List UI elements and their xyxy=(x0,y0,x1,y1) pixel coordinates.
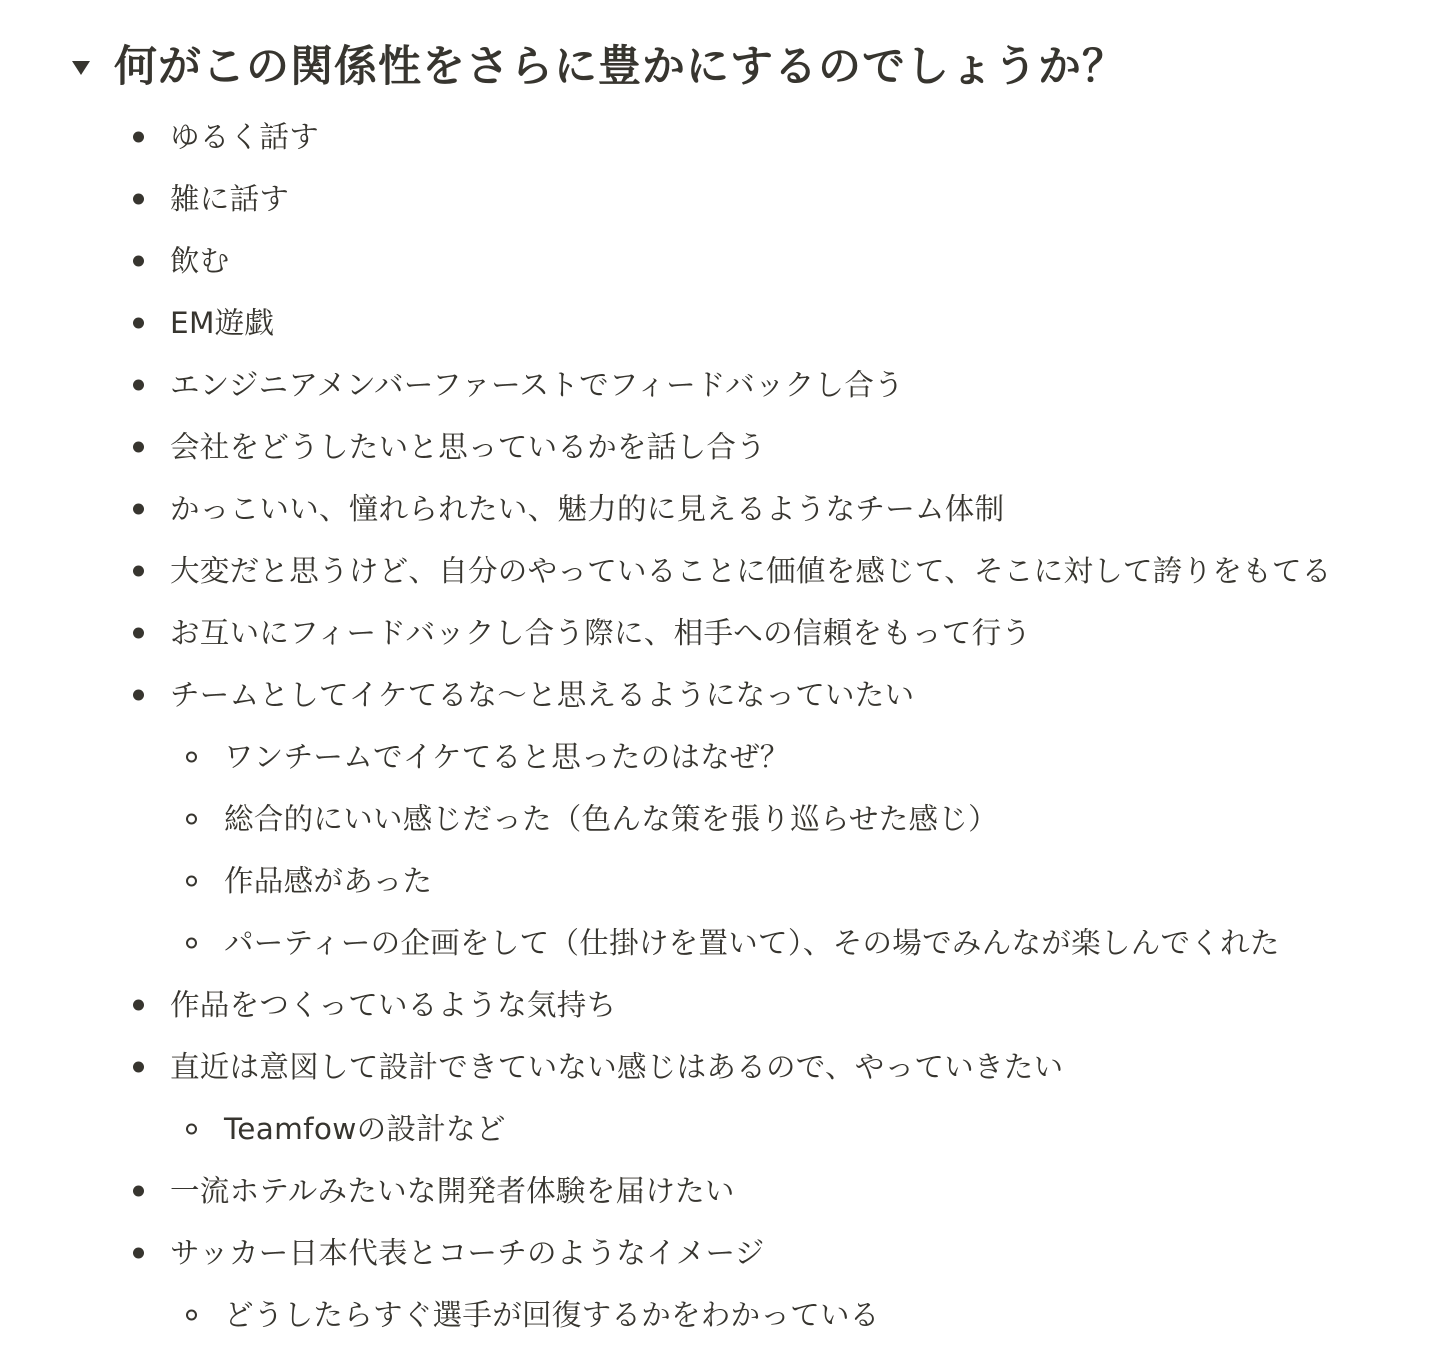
list-item-text[interactable]: EM遊戯 xyxy=(170,306,275,340)
hollow-bullet-icon xyxy=(186,1124,197,1135)
list-item xyxy=(0,1222,1440,1284)
hollow-bullet-icon xyxy=(186,1310,197,1321)
sub-list-item xyxy=(0,912,1440,974)
list-item-text[interactable]: 会社をどうしたいと思っているかを話し合う xyxy=(170,430,766,464)
bullet-icon xyxy=(133,628,144,639)
list-item-text[interactable]: パーティーの企画をして（仕掛けを置いて）、その場でみんなが楽しんでくれた xyxy=(224,926,1280,960)
bullet-icon xyxy=(133,1186,144,1197)
bullet-icon xyxy=(133,1248,144,1259)
bullet-icon xyxy=(133,566,144,577)
list-item-text[interactable]: お互いにフィードバックし合う際に、相手への信頼をもって行う xyxy=(170,616,1032,650)
list-item-text[interactable]: Teamfowの設計など xyxy=(224,1112,506,1146)
list-item xyxy=(0,416,1440,478)
list-item xyxy=(0,1036,1440,1098)
list-item xyxy=(0,230,1440,292)
list-item-text[interactable]: 直近は意図して設計できていない感じはあるので、やっていきたい xyxy=(170,1050,1064,1084)
list-item-text[interactable]: ワンチームでイケてると思ったのはなぜ？ xyxy=(224,740,790,774)
list-item xyxy=(0,354,1440,416)
sub-list-item xyxy=(0,1284,1440,1346)
list-item xyxy=(0,664,1440,726)
list-item-text[interactable]: かっこいい、憧れられたい、魅力的に見えるようなチーム体制 xyxy=(170,492,1005,526)
list-item-text[interactable]: 作品をつくっているような気持ち xyxy=(170,988,617,1022)
list-item xyxy=(0,106,1440,168)
list-item-text[interactable]: 作品感があった xyxy=(224,864,433,898)
list-item xyxy=(0,540,1440,602)
list-item-text[interactable]: 大変だと思うけど、自分のやっていることに価値を感じて、そこに対して誇りをもてる xyxy=(170,554,1332,588)
sub-list-item xyxy=(0,1098,1440,1160)
bullet-icon xyxy=(133,194,144,205)
hollow-bullet-icon xyxy=(186,938,197,949)
bulleted-list xyxy=(0,106,1440,1346)
sub-list-item xyxy=(0,788,1440,850)
bullet-icon xyxy=(133,380,144,391)
bullet-icon xyxy=(133,1000,144,1011)
list-item xyxy=(0,478,1440,540)
bullet-icon xyxy=(133,504,144,515)
list-item xyxy=(0,602,1440,664)
list-item-text[interactable]: チームとしてイケてるな〜と思えるようになっていたい xyxy=(170,678,915,712)
list-item-text[interactable]: どうしたらすぐ選手が回復するかをわかっている xyxy=(224,1298,880,1332)
bullet-icon xyxy=(133,690,144,701)
list-item-text[interactable]: サッカー日本代表とコーチのようなイメージ xyxy=(170,1236,765,1270)
triangle-down-icon[interactable] xyxy=(66,52,96,82)
sub-list-item xyxy=(0,850,1440,912)
list-item-text[interactable]: ゆるく話す xyxy=(170,120,320,154)
triangle-down-icon-shape xyxy=(70,56,92,78)
bullet-icon xyxy=(133,132,144,143)
heading-title[interactable]: 何がこの関係性をさらに豊かにするのでしょうか？ xyxy=(114,42,1126,92)
toggle-heading xyxy=(66,34,1126,100)
list-item xyxy=(0,974,1440,1036)
list-item-text[interactable]: エンジニアメンバーファーストでフィードバックし合う xyxy=(170,368,904,402)
sub-list-item xyxy=(0,726,1440,788)
bullet-icon xyxy=(133,442,144,453)
list-item-text[interactable]: 飲む xyxy=(170,244,230,278)
bullet-icon xyxy=(133,318,144,329)
list-item xyxy=(0,292,1440,354)
list-item-text[interactable]: 雑に話す xyxy=(170,182,290,216)
bullet-icon xyxy=(133,1062,144,1073)
list-item-text[interactable]: 一流ホテルみたいな開発者体験を届けたい xyxy=(170,1174,735,1208)
hollow-bullet-icon xyxy=(186,876,197,887)
hollow-bullet-icon xyxy=(186,752,197,763)
list-item xyxy=(0,168,1440,230)
bullet-icon xyxy=(133,256,144,267)
list-item-text[interactable]: 総合的にいい感じだった（色んな策を張り巡らせた感じ） xyxy=(224,802,998,836)
hollow-bullet-icon xyxy=(186,814,197,825)
list-item xyxy=(0,1160,1440,1222)
